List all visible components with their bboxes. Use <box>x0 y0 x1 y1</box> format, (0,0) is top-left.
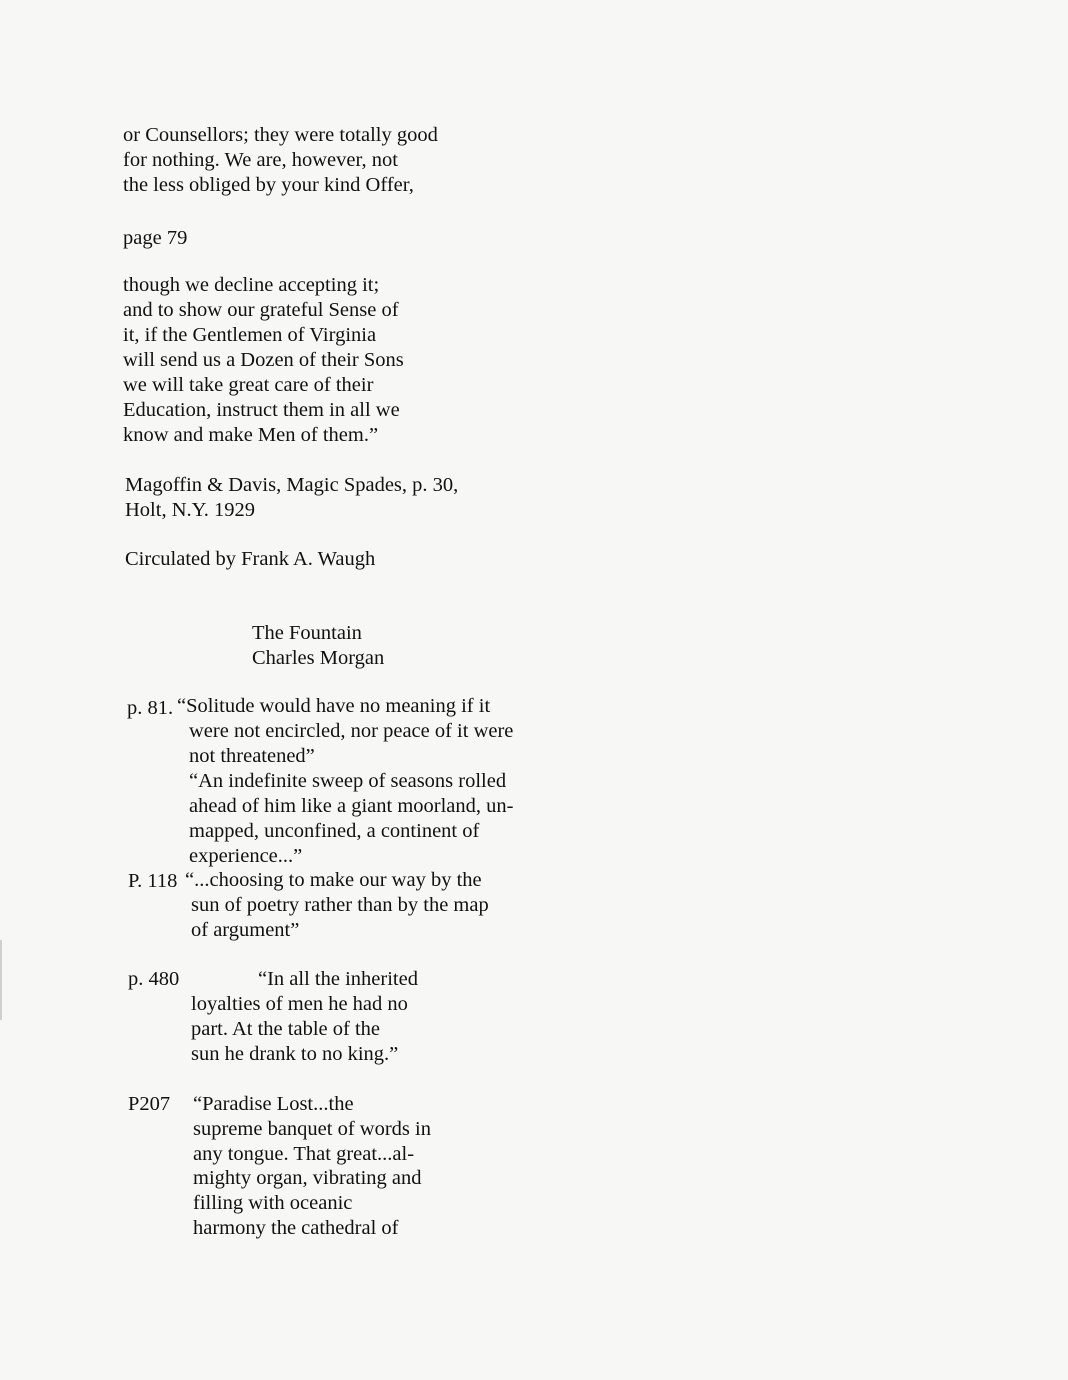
quote-line: “...choosing to make our way by the <box>185 869 482 891</box>
scan-edge-mark <box>0 940 2 1020</box>
citation-line: Magoffin & Davis, Magic Spades, p. 30, <box>125 474 459 496</box>
text-line: know and make Men of them.” <box>123 424 379 446</box>
text-line: it, if the Gentlemen of Virginia <box>123 324 377 346</box>
text-line: though we decline accepting it; <box>123 274 380 296</box>
text-line: we will take great care of their <box>123 374 374 396</box>
page-marker: page 79 <box>123 227 188 249</box>
text-line: Education, instruct them in all we <box>123 399 400 421</box>
quote-line: “An indefinite sweep of seasons rolled <box>189 770 507 792</box>
text-line: will send us a Dozen of their Sons <box>123 349 404 371</box>
quote-line: supreme banquet of words in <box>193 1118 431 1140</box>
book-author: Charles Morgan <box>252 647 385 669</box>
quote-line: ahead of him like a giant moorland, un- <box>189 795 514 817</box>
text-line: and to show our grateful Sense of <box>123 299 399 321</box>
book-title: The Fountain <box>252 622 362 644</box>
quote-ref: P207 <box>128 1093 171 1115</box>
quote-line: filling with oceanic <box>193 1192 353 1214</box>
citation-line: Holt, N.Y. 1929 <box>125 499 256 521</box>
quote-line: sun he drank to no king.” <box>191 1043 399 1065</box>
quote-line: mighty organ, vibrating and <box>193 1167 422 1189</box>
quote-line: part. At the table of the <box>191 1018 380 1040</box>
quote-line: harmony the cathedral of <box>193 1217 399 1239</box>
quote-line: “Paradise Lost...the <box>193 1093 354 1115</box>
quote-line: were not encircled, nor peace of it were <box>189 720 514 742</box>
quote-line: loyalties of men he had no <box>191 993 408 1015</box>
quote-ref: p. 81. <box>127 697 174 719</box>
quote-line: sun of poetry rather than by the map <box>191 894 489 916</box>
quote-line: “Solitude would have no meaning if it <box>177 695 491 717</box>
text-line: the less obliged by your kind Offer, <box>123 174 414 196</box>
circulated-by: Circulated by Frank A. Waugh <box>125 548 376 570</box>
quote-line: mapped, unconfined, a continent of <box>189 820 480 842</box>
quote-line: experience...” <box>189 845 303 867</box>
text-line: or Counsellors; they were totally good <box>123 124 438 146</box>
quote-line: any tongue. That great...al- <box>193 1143 415 1165</box>
quote-line: not threatened” <box>189 745 315 767</box>
quote-line: of argument” <box>191 919 300 941</box>
quote-ref: P. 118 <box>128 870 178 892</box>
quote-line: “In all the inherited <box>258 968 418 990</box>
quote-ref: p. 480 <box>128 968 180 990</box>
text-line: for nothing. We are, however, not <box>123 149 398 171</box>
